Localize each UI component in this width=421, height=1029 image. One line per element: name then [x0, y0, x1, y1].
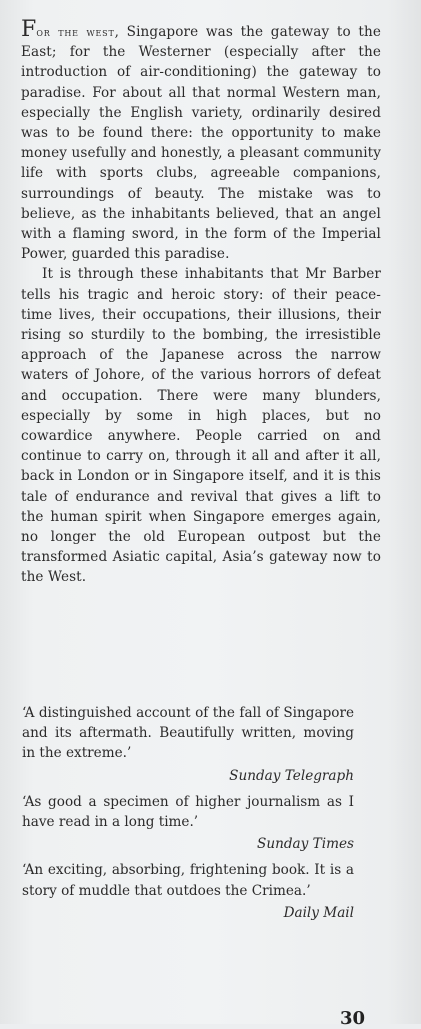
drop-cap: F [21, 17, 37, 42]
review-quote: ‘As good a specimen of higher journalism as I have read in a long time.’ [22, 793, 354, 831]
paragraph-1-text: , Singapore was the gateway to the East; for the Westerner (especially after the introduction of air-conditioning) the gateway to paradise. For about all that normal Western man, especially the English variety, ordinarily desired was to be found there: the opportunity to make money usefully and honestly, a pleasant community life with sports clubs, agreeable companions, surroundings of beauty. The mistake was to believe, as the inhabitants believed, that an angel with a flaming sword, in the form of the Imperial Power, guarded this paradise. [21, 24, 381, 263]
review-source: Sunday Telegraph [229, 767, 354, 784]
review-source: Daily Mail [283, 904, 354, 921]
blurb-paragraph-1 [21, 17, 381, 264]
page-number: 30 [340, 1008, 366, 1029]
blurb [21, 17, 381, 588]
blurb-paragraph-2: It is through these inhabitants that Mr Barber tells his tragic and heroic story: of their peace-time lives, their occupations, their illusions, their rising so sturdily to the bombing, the irresistible approach of the Japanese across the narrow waters of Johore, of the various horrors of defeat and occupation. There were many blunders, especially by some in high places, but no cowardice anywhere. People carried on and continue to carry on, through it all and after it all, back in London or in Singapore itself, and it is this tale of endurance and revival that gives a lift to the human spirit when Singapore emerges again, no longer the old European outpost but the transformed Asiatic capital, Asia’s gateway now to the West. [21, 266, 381, 586]
review-quotes [22, 703, 354, 929]
lead-in-smallcaps: or the west [36, 25, 115, 39]
review-source: Sunday Times [257, 836, 354, 853]
review-quote: ‘An exciting, absorbing, frightening book. It is a story of muddle that outdoes the Crimea.’ [22, 862, 354, 899]
review-quote: ‘A distinguished account of the fall of Singapore and its aftermath. Beautifully written, moving in the extreme.’ [22, 705, 354, 762]
